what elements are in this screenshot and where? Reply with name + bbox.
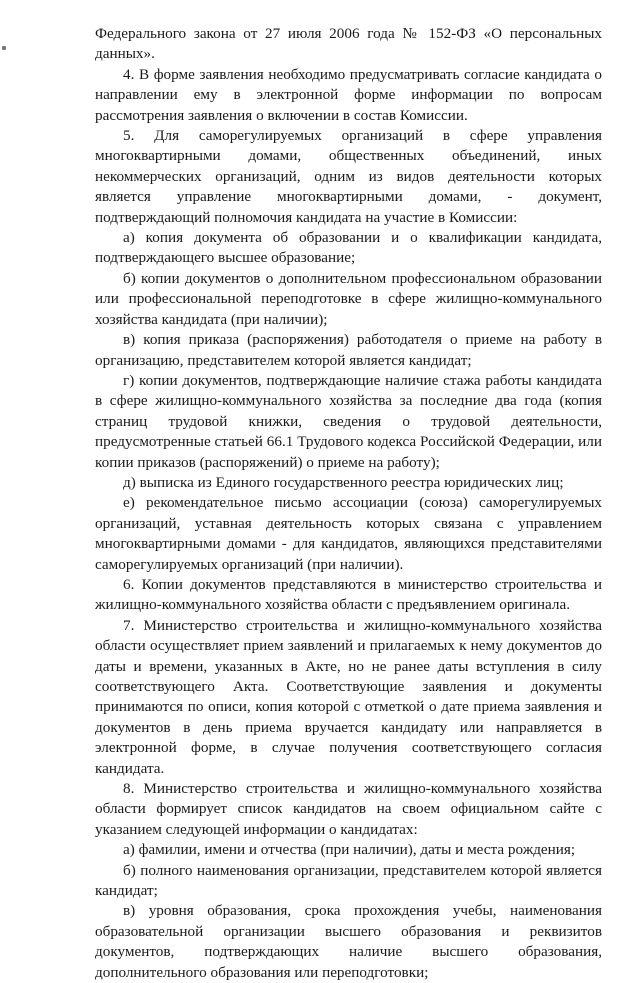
subitem-8b: б) полного наименования организации, представителем которой является кандидат; bbox=[95, 861, 602, 900]
paragraph-continuation: Федерального закона от 27 июля 2006 года № 152-ФЗ «О персональных данных». bbox=[95, 25, 602, 63]
document-page bbox=[95, 24, 602, 983]
paragraph-item-4: 4. В форме заявления необходимо предусматривать согласие кандидата о направлении ему в электронной форме информации по вопросам рассмотрения заявления о включении в состав Комиссии. bbox=[95, 65, 602, 124]
subitem-5b: б) копии документов о дополнительном профессиональном образовании или профессиональной переподготовке в сфере жилищно-коммунального хозяйства кандидата (при наличии); bbox=[95, 269, 602, 328]
subitem-5v: в) копия приказа (распоряжения) работодателя о приеме на работу в организацию, представителем которой является кандидат; bbox=[95, 331, 602, 369]
paragraph-item-8: 8. Министерство строительства и жилищно-коммунального хозяйства области формирует список кандидатов на своем официальном сайте с указанием следующей информации о кандидатах: bbox=[95, 780, 602, 838]
subitem-8v: в) уровня образования, срока прохождения учебы, наименования образовательной организации высшего образования и реквизитов документов, подтверждающих наличие высшего образования, дополнительного образования или переподготовки; bbox=[95, 902, 602, 981]
subitem-8a: а) фамилии, имени и отчества (при наличии), даты и места рождения; bbox=[123, 841, 576, 859]
paragraph-item-5: 5. Для саморегулируемых организаций в сфере управления многоквартирными домами, общественных объединений, иных некоммерческих организаций, одним из видов деятельности которых является управление многоквартирными домами, - документ, подтверждающий полномочия кандидата на участие в Комиссии: bbox=[95, 127, 602, 226]
paragraph-item-7: 7. Министерство строительства и жилищно-коммунального хозяйства области осуществляет прием заявлений и прилагаемых к нему документов до даты и времени, указанных в Акте, но не ранее даты вступления в силу соответствующего Акта. Соответствующие заявления и документы принимаются по описи, копия которой с отметкой о дате приема заявления и документов в день приема вручается кандидату или направляется в электронной форме, в случае получения соответствующего согласия кандидата. bbox=[95, 616, 602, 777]
paragraph-item-6: 6. Копии документов представляются в министерство строительства и жилищно-коммунального хозяйства области с предъявлением оригинала. bbox=[95, 575, 602, 614]
subitem-5g: г) копии документов, подтверждающие наличие стажа работы кандидата в сфере жилищно-коммунального хозяйства за последние два года (копия страниц трудовой книжки, сведения о трудовой деятельности, предусмотренные статьей 66.1 Трудового кодекса Российской Федерации, или копии приказов (распоряжений) о приеме на работу); bbox=[95, 371, 602, 471]
scan-mark bbox=[2, 46, 6, 50]
subitem-5d: д) выписка из Единого государственного реестра юридических лиц; bbox=[123, 473, 564, 491]
subitem-5a: а) копия документа об образовании и о квалификации кандидата, подтверждающего высшее образование; bbox=[95, 229, 602, 267]
subitem-5e: е) рекомендательное письмо ассоциации (союза) саморегулируемых организаций, уставная деятельность которых связана с управлением многоквартирными домами - для кандидатов, являющихся представителями саморегулируемых организаций (при наличии). bbox=[95, 494, 602, 573]
